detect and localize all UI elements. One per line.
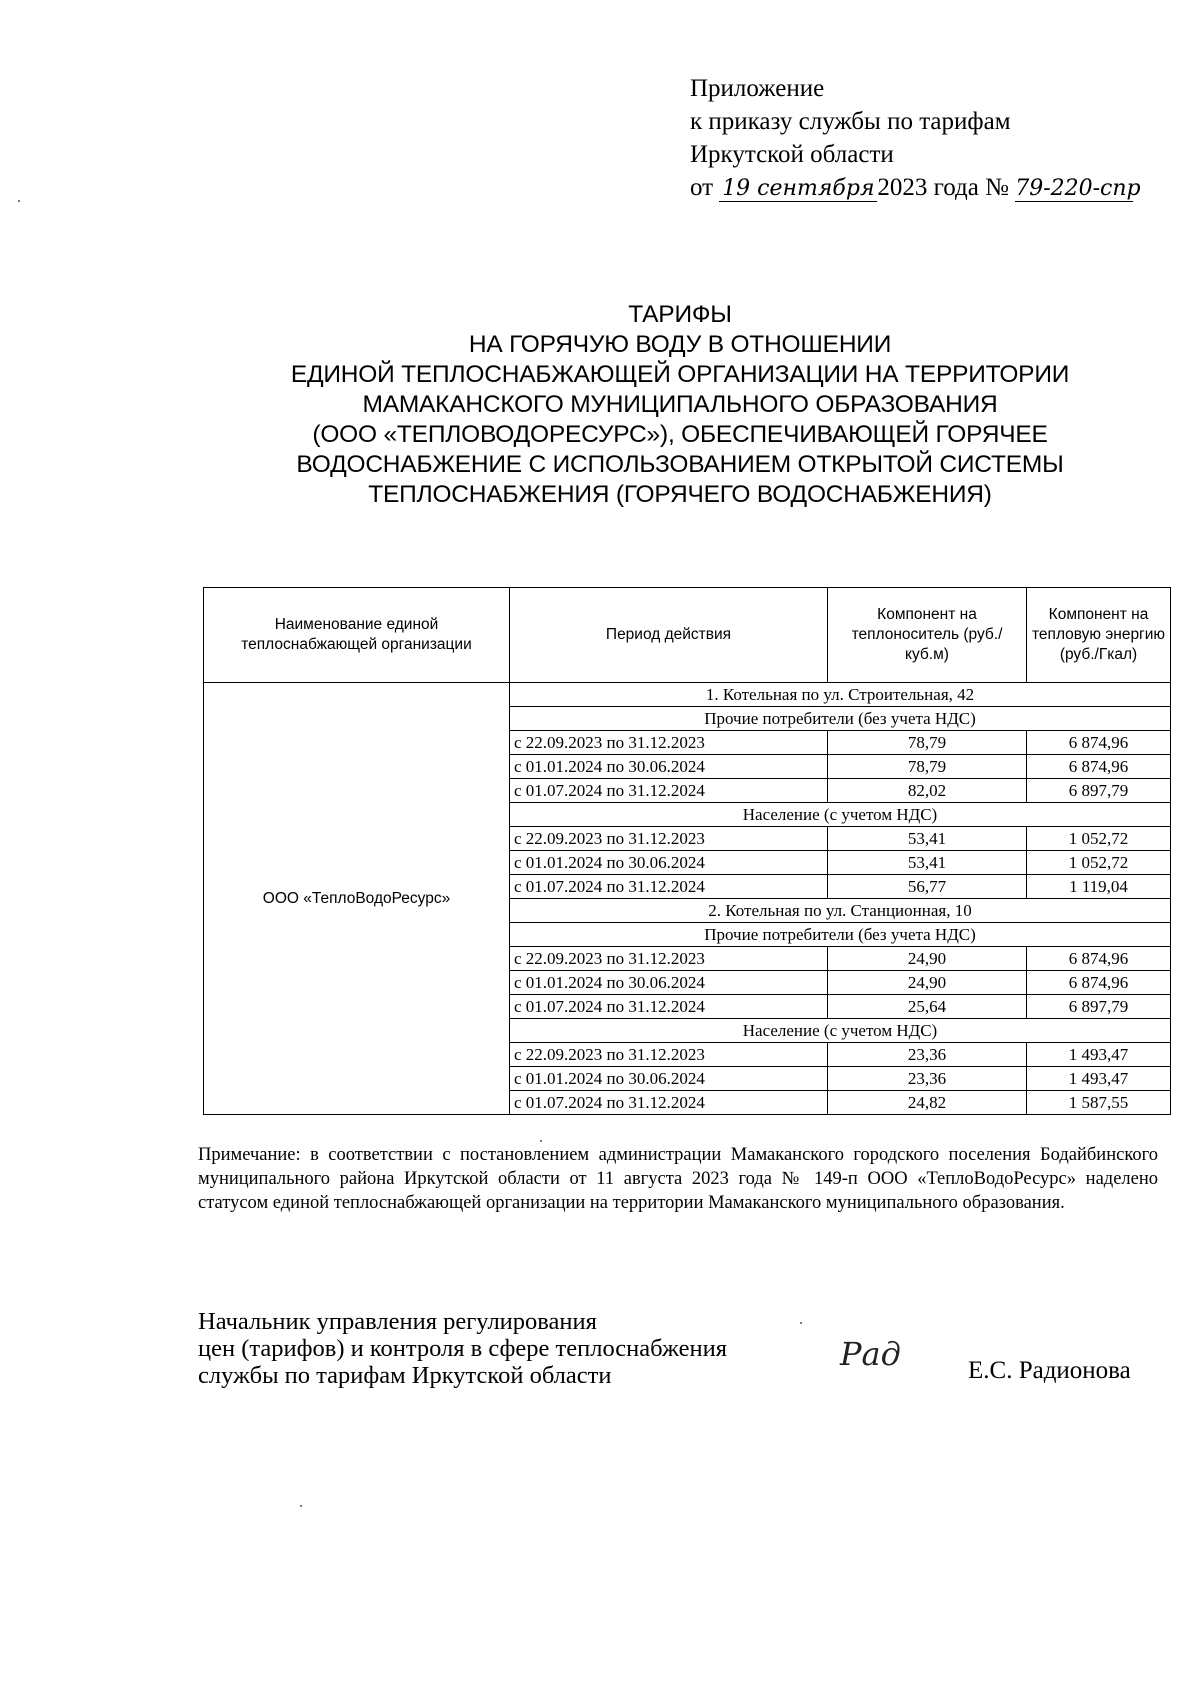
title-line: ТЕПЛОСНАБЖЕНИЯ (ГОРЯЧЕГО ВОДОСНАБЖЕНИЯ) bbox=[368, 481, 992, 508]
position-line: службы по тарифам Иркутской области bbox=[198, 1362, 612, 1389]
org-name-cell: ООО «ТеплоВодоРесурс» bbox=[204, 683, 510, 1115]
note-paragraph: Примечание: в соответствии с постановлением администрации Мамаканского городского поселения Бодайбинского муниципального района Иркутской области от 11 августа 2023 года № 149-п ООО «ТеплоВодоРесурс» наделено статусом единой теплоснабжающей организации на территории Мамаканского муниципального образования. bbox=[198, 1145, 1158, 1213]
title-line: ВОДОСНАБЖЕНИЕ С ИСПОЛЬЗОВАНИЕМ ОТКРЫТОЙ СИСТЕМЫ bbox=[296, 451, 1064, 478]
carrier-value-cell: 53,41 bbox=[828, 851, 1027, 875]
energy-value-cell: 6 874,96 bbox=[1027, 755, 1171, 779]
period-cell: с 22.09.2023 по 31.12.2023 bbox=[510, 947, 828, 971]
scan-speck bbox=[800, 1322, 802, 1324]
period-cell: с 01.07.2024 по 31.12.2024 bbox=[510, 779, 828, 803]
scan-speck bbox=[300, 1505, 302, 1507]
title-line: МАМАКАНСКОГО МУНИЦИПАЛЬНОГО ОБРАЗОВАНИЯ bbox=[362, 391, 998, 418]
carrier-value-cell: 23,36 bbox=[828, 1067, 1027, 1091]
header-carrier: Компонент на теплоноситель (руб./куб.м) bbox=[828, 588, 1027, 683]
carrier-value-cell: 24,90 bbox=[828, 947, 1027, 971]
carrier-value-cell: 56,77 bbox=[828, 875, 1027, 899]
energy-value-cell: 1 493,47 bbox=[1027, 1043, 1171, 1067]
scan-speck bbox=[18, 200, 20, 202]
group-title: Население (с учетом НДС) bbox=[510, 803, 1171, 827]
energy-value-cell: 6 874,96 bbox=[1027, 947, 1171, 971]
header-period: Период действия bbox=[510, 588, 828, 683]
carrier-value-cell: 78,79 bbox=[828, 731, 1027, 755]
carrier-value-cell: 24,82 bbox=[828, 1091, 1027, 1115]
scan-speck bbox=[540, 1140, 542, 1142]
carrier-value-cell: 24,90 bbox=[828, 971, 1027, 995]
header-energy: Компонент на тепловую энергию (руб./Гкал) bbox=[1027, 588, 1171, 683]
header-org: Наименование единой теплоснабжающей организации bbox=[204, 588, 510, 683]
energy-value-cell: 1 119,04 bbox=[1027, 875, 1171, 899]
appendix-line: к приказу службы по тарифам bbox=[690, 108, 1011, 135]
position-line: цен (тарифов) и контроля в сфере теплоснабжения bbox=[198, 1335, 727, 1362]
energy-value-cell: 6 874,96 bbox=[1027, 971, 1171, 995]
group-title: Население (с учетом НДС) bbox=[510, 1019, 1171, 1043]
appendix-line: Иркутской области bbox=[690, 141, 894, 168]
appendix-date-line bbox=[690, 171, 1141, 204]
document-title bbox=[200, 300, 1160, 510]
section-title: 2. Котельная по ул. Станционная, 10 bbox=[510, 899, 1171, 923]
period-cell: с 01.07.2024 по 31.12.2024 bbox=[510, 875, 828, 899]
carrier-value-cell: 25,64 bbox=[828, 995, 1027, 1019]
period-cell: с 01.01.2024 по 30.06.2024 bbox=[510, 971, 828, 995]
title-line: НА ГОРЯЧУЮ ВОДУ В ОТНОШЕНИИ bbox=[468, 331, 892, 358]
signature-position bbox=[198, 1308, 727, 1389]
period-cell: с 01.07.2024 по 31.12.2024 bbox=[510, 1091, 828, 1115]
period-cell: с 22.09.2023 по 31.12.2023 bbox=[510, 1043, 828, 1067]
date-year: 2023 года № bbox=[877, 174, 1009, 201]
period-cell: с 22.09.2023 по 31.12.2023 bbox=[510, 731, 828, 755]
carrier-value-cell: 82,02 bbox=[828, 779, 1027, 803]
energy-value-cell: 6 897,79 bbox=[1027, 779, 1171, 803]
handwritten-order-number: 79-220-спр bbox=[1015, 176, 1141, 201]
energy-value-cell: 1 052,72 bbox=[1027, 851, 1171, 875]
appendix-line: Приложение bbox=[690, 75, 825, 102]
date-prefix: от bbox=[690, 174, 714, 201]
energy-value-cell: 1 493,47 bbox=[1027, 1067, 1171, 1091]
title-line: ТАРИФЫ bbox=[628, 301, 732, 328]
period-cell: с 01.01.2024 по 30.06.2024 bbox=[510, 851, 828, 875]
period-cell: с 01.01.2024 по 30.06.2024 bbox=[510, 1067, 828, 1091]
signer-name: Е.С. Радионова bbox=[968, 1357, 1131, 1384]
carrier-value-cell: 23,36 bbox=[828, 1043, 1027, 1067]
title-line: ЕДИНОЙ ТЕПЛОСНАБЖАЮЩЕЙ ОРГАНИЗАЦИИ НА ТЕРРИТОРИИ bbox=[290, 361, 1070, 388]
carrier-value-cell: 78,79 bbox=[828, 755, 1027, 779]
carrier-value-cell: 53,41 bbox=[828, 827, 1027, 851]
handwritten-signature: Рад bbox=[840, 1335, 901, 1373]
energy-value-cell: 6 897,79 bbox=[1027, 995, 1171, 1019]
period-cell: с 01.01.2024 по 30.06.2024 bbox=[510, 755, 828, 779]
energy-value-cell: 6 874,96 bbox=[1027, 731, 1171, 755]
table-header-row bbox=[204, 588, 1171, 683]
appendix-block bbox=[690, 72, 1141, 204]
period-cell: с 01.07.2024 по 31.12.2024 bbox=[510, 995, 828, 1019]
tariff-table bbox=[203, 587, 1171, 1115]
energy-value-cell: 1 587,55 bbox=[1027, 1091, 1171, 1115]
section-row bbox=[204, 683, 1171, 707]
period-cell: с 22.09.2023 по 31.12.2023 bbox=[510, 827, 828, 851]
group-title: Прочие потребители (без учета НДС) bbox=[510, 923, 1171, 947]
handwritten-date: 19 сентября bbox=[719, 177, 877, 202]
energy-value-cell: 1 052,72 bbox=[1027, 827, 1171, 851]
position-line: Начальник управления регулирования bbox=[198, 1308, 597, 1335]
group-title: Прочие потребители (без учета НДС) bbox=[510, 707, 1171, 731]
section-title: 1. Котельная по ул. Строительная, 42 bbox=[510, 683, 1171, 707]
title-line: (ООО «ТЕПЛОВОДОРЕСУРС»), ОБЕСПЕЧИВАЮЩЕЙ ГОРЯЧЕЕ bbox=[312, 421, 1048, 448]
